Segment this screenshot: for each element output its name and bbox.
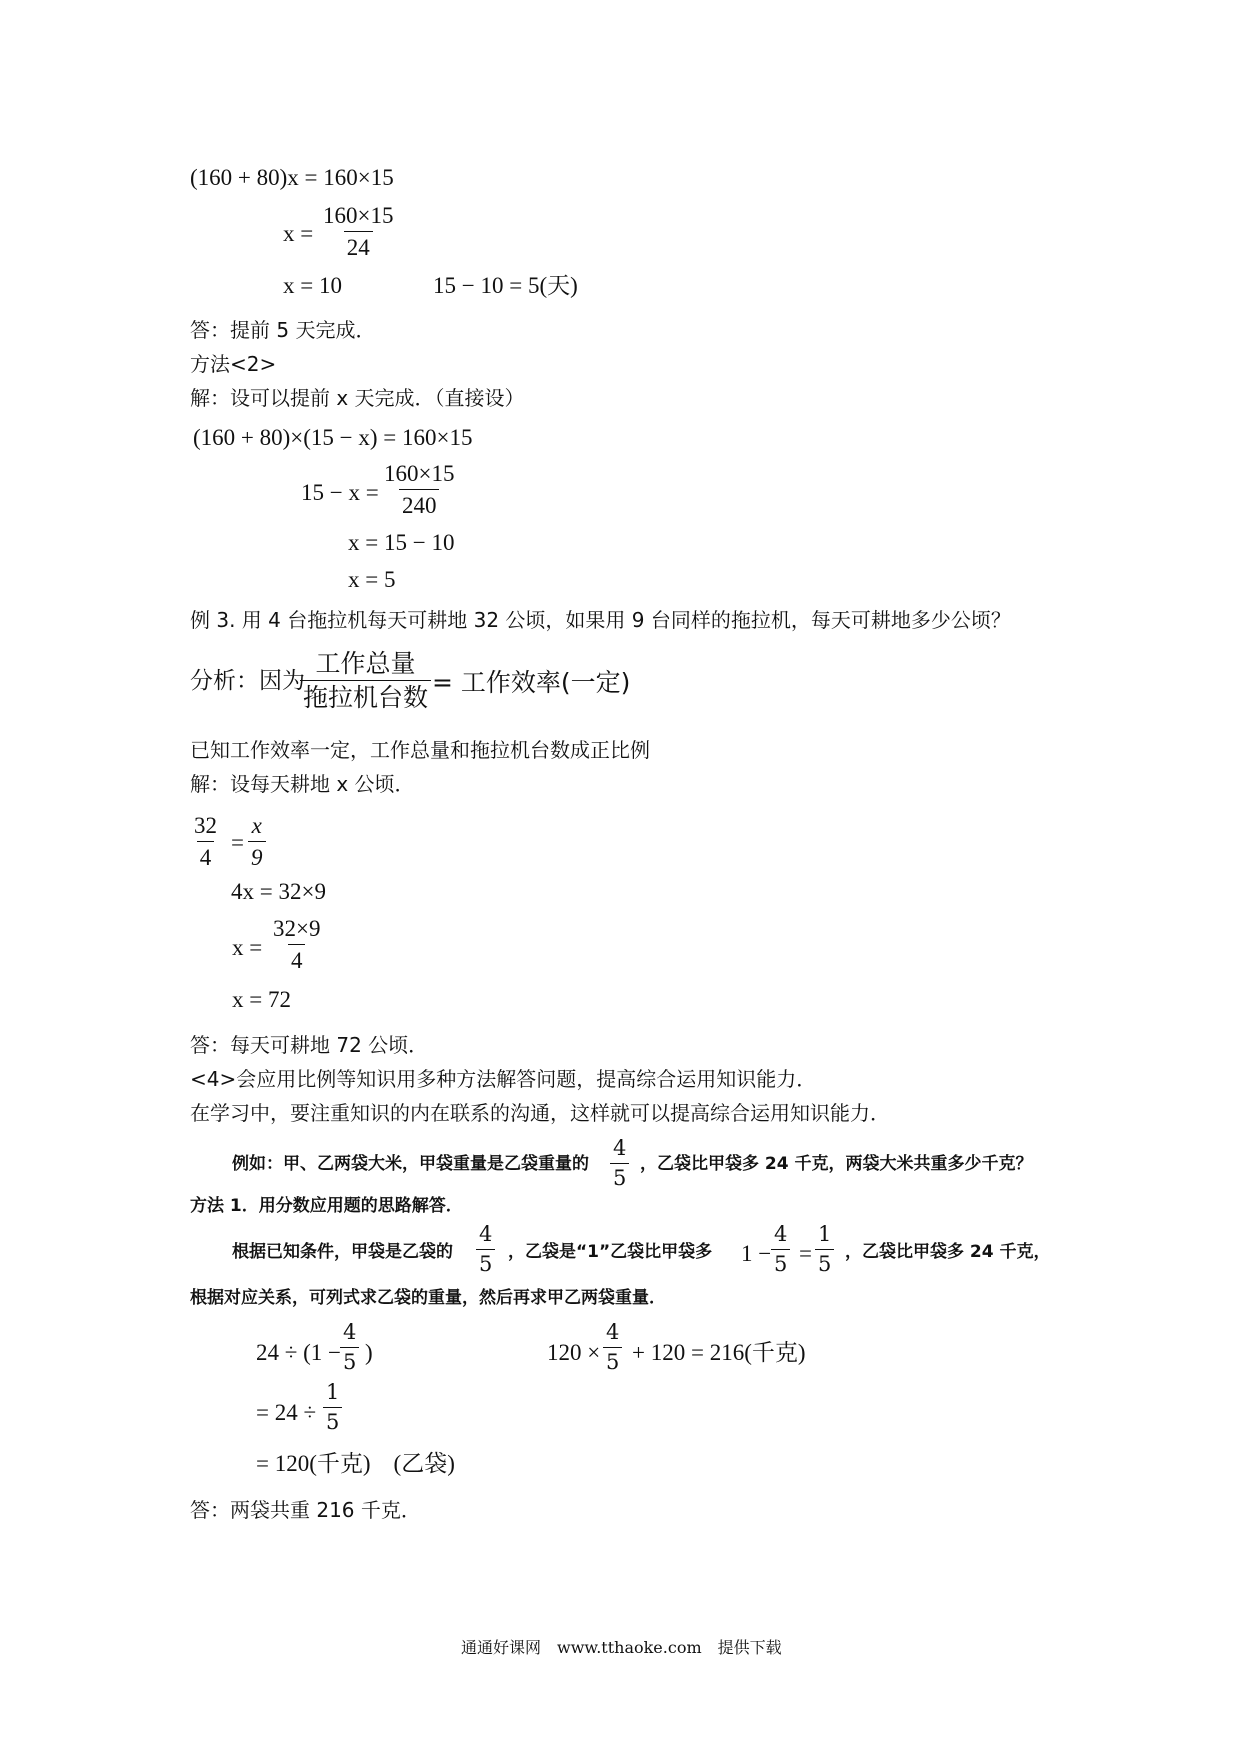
answer-line: 答：提前 5 天完成． <box>190 318 376 342</box>
example-title: 例 3. 用 4 台拖拉机每天可耕地 32 公顷，如果用 9 台同样的拖拉机，每天可耕地多少公顷？ <box>190 608 1011 632</box>
calc-line: + 120 = 216(千克) <box>632 1340 806 1365</box>
equation-lhs: x = <box>283 221 314 246</box>
example-question: 例如：甲、乙两袋大米，甲袋重量是乙袋重量的 <box>232 1154 589 1174</box>
fraction-denominator: 9 <box>248 841 266 869</box>
fraction <box>610 1138 629 1189</box>
fraction-denominator: 5 <box>476 1249 495 1275</box>
fraction <box>603 1322 622 1373</box>
fraction <box>381 462 457 517</box>
answer-line: 答：每天可耕地 72 公顷． <box>190 1033 429 1057</box>
fraction-numerator: 4 <box>613 1136 627 1160</box>
math-expression: 1 − <box>741 1241 772 1266</box>
equation-line: (160 + 80)×(15 − x) = 160×15 <box>193 425 473 450</box>
answer-line: 答：两袋共重 216 千克． <box>190 1498 421 1522</box>
fraction <box>476 1224 495 1275</box>
footer-source: 通通好课网 www.tthaoke.com 提供下载 <box>461 1638 782 1657</box>
analysis-label: 分析：因为 <box>190 668 305 694</box>
calc-line: = 120(千克) (乙袋) <box>256 1451 455 1476</box>
fraction-denominator: 240 <box>399 489 440 517</box>
equation-lhs: x = <box>232 935 263 960</box>
fraction-numerator: x <box>251 813 262 838</box>
fraction <box>815 1224 834 1275</box>
fraction-denominator: 4 <box>197 841 215 869</box>
fraction-denominator: 4 <box>288 944 306 972</box>
fraction-denominator: 5 <box>610 1163 629 1189</box>
fraction-numerator: 32×9 <box>273 916 321 941</box>
text-line: ，乙袋比甲袋多 24 千克， <box>845 1242 1051 1262</box>
text-line: 在学习中，要注重知识的内在联系的沟通，这样就可以提高综合运用知识能力． <box>190 1101 890 1125</box>
solution-setup: 解：设可以提前 x 天完成．（直接设） <box>190 386 525 410</box>
fraction-denominator: 5 <box>815 1249 834 1275</box>
fraction <box>340 1322 359 1373</box>
text-line: 根据已知条件，甲袋是乙袋的 <box>232 1242 453 1262</box>
equation-lhs: 15 − x = <box>301 480 379 505</box>
equation-line: 15 − 10 = 5(天) <box>433 273 578 298</box>
fraction <box>300 651 431 710</box>
fraction <box>270 917 323 972</box>
fraction <box>248 814 266 869</box>
fraction-numerator: 160×15 <box>323 203 394 228</box>
fraction-denominator: 5 <box>323 1407 342 1433</box>
analysis-rhs: = 工作效率(一定) <box>432 668 631 697</box>
fraction <box>771 1224 790 1275</box>
equation-line: x = 5 <box>348 567 396 592</box>
equals-sign: = <box>231 830 244 855</box>
fraction-denominator: 5 <box>603 1347 622 1373</box>
fraction-numerator: 160×15 <box>384 461 455 486</box>
fraction-numerator: 4 <box>343 1320 357 1344</box>
fraction <box>320 204 396 259</box>
text-line: <4>会应用比例等知识用多种方法解答问题，提高综合运用知识能力． <box>190 1067 817 1091</box>
text-line: 根据对应关系，可列式求乙袋的重量，然后再求甲乙两袋重量． <box>190 1288 666 1308</box>
fraction-denominator: 24 <box>344 231 373 259</box>
calc-line: 120 × <box>547 1340 601 1365</box>
equation-line: (160 + 80)x = 160×15 <box>190 165 394 190</box>
fraction-numerator: 4 <box>479 1222 493 1246</box>
fraction-numerator: 1 <box>326 1380 340 1404</box>
calc-line: ) <box>365 1340 373 1365</box>
equation-line: x = 72 <box>232 987 291 1012</box>
method-title: 方法 1．用分数应用题的思路解答． <box>190 1196 463 1216</box>
fraction-numerator: 4 <box>606 1320 620 1344</box>
fraction-denominator: 拖拉机台数 <box>300 680 431 710</box>
equals-sign: = <box>799 1241 812 1266</box>
fraction-numerator: 工作总量 <box>315 649 416 678</box>
calc-line: 24 ÷ (1 − <box>256 1340 342 1365</box>
fraction <box>323 1382 342 1433</box>
solution-setup: 解：设每天耕地 x 公顷． <box>190 772 415 796</box>
calc-line: = 24 ÷ <box>256 1400 317 1425</box>
text-line: 已知工作效率一定，工作总量和拖拉机台数成正比例 <box>190 738 650 762</box>
example-question: ，乙袋比甲袋多 24 千克，两袋大米共重多少千克？ <box>640 1154 1033 1174</box>
fraction <box>191 814 220 869</box>
fraction-denominator: 5 <box>340 1347 359 1373</box>
fraction-numerator: 32 <box>194 813 217 838</box>
method-title: 方法<2> <box>190 352 277 376</box>
fraction-numerator: 1 <box>818 1222 832 1246</box>
fraction-numerator: 4 <box>774 1222 788 1246</box>
fraction-denominator: 5 <box>771 1249 790 1275</box>
text-line: ，乙袋是“1”乙袋比甲袋多 <box>508 1242 713 1262</box>
equation-line: x = 10 <box>283 273 342 298</box>
equation-line: x = 15 − 10 <box>348 530 455 555</box>
equation-line: 4x = 32×9 <box>231 879 326 904</box>
